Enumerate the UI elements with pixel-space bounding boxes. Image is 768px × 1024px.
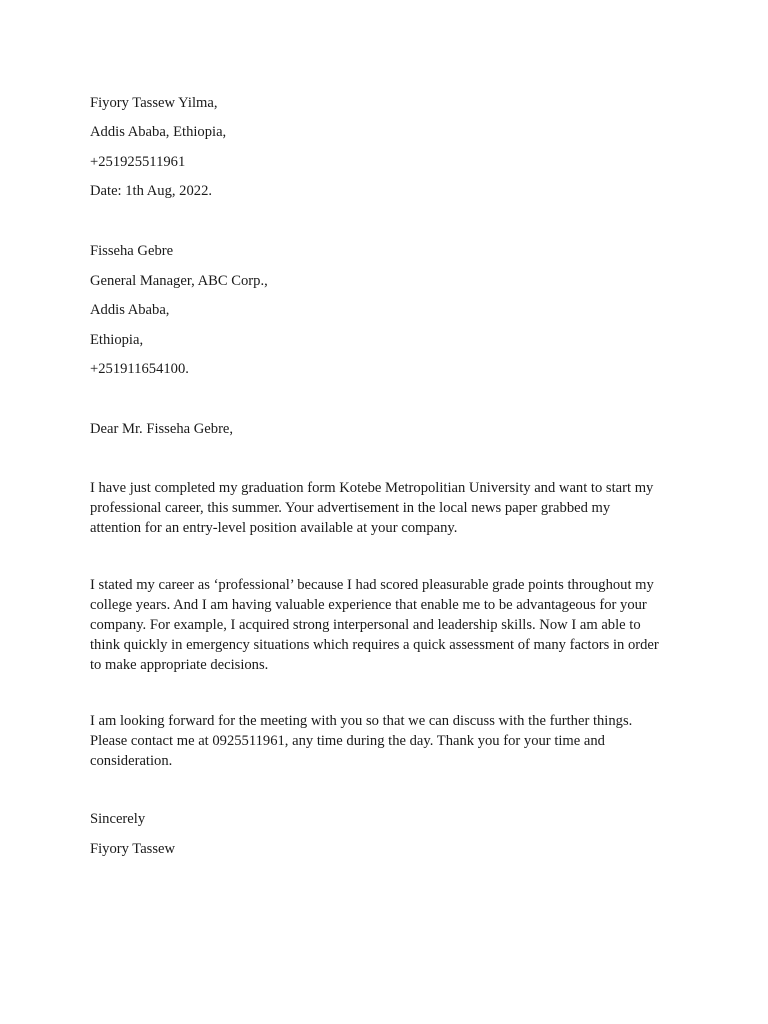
body-paragraph-3: [90, 711, 690, 771]
salutation: Dear Mr. Fisseha Gebre,: [90, 421, 234, 437]
signature-name: Fiyory Tassew: [90, 841, 176, 857]
recipient-city: Addis Ababa,: [90, 302, 170, 318]
paragraph-line: professional career, this summer. Your advertisement in the local news paper grabbed my: [90, 500, 611, 516]
recipient-title: General Manager, ABC Corp.,: [90, 273, 268, 289]
paragraph-line: consideration.: [90, 753, 173, 769]
paragraph-line: company. For example, I acquired strong interpersonal and leadership skills. Now I am able to: [90, 617, 641, 633]
body-paragraph-2: [90, 575, 690, 675]
paragraph-line: Please contact me at 0925511961, any time during the day. Thank you for your time and: [90, 733, 605, 749]
paragraph-line: to make appropriate decisions.: [90, 657, 269, 673]
recipient-country: Ethiopia,: [90, 332, 144, 348]
paragraph-line: I have just completed my graduation form Kotebe Metropolitian University and want to start my: [90, 480, 654, 496]
body-paragraph-1: [90, 478, 690, 538]
sender-city: Addis Ababa, Ethiopia,: [90, 124, 227, 140]
closing: Sincerely: [90, 811, 146, 827]
paragraph-line: I am looking forward for the meeting with you so that we can discuss with the further things.: [90, 713, 633, 729]
sender-phone: +251925511961: [90, 154, 186, 170]
paragraph-line: attention for an entry-level position available at your company.: [90, 520, 458, 536]
recipient-name: Fisseha Gebre: [90, 243, 174, 259]
recipient-phone: +251911654100.: [90, 361, 189, 377]
paragraph-line: I stated my career as ‘professional’ because I had scored pleasurable grade points throughout my: [90, 577, 654, 593]
paragraph-line: college years. And I am having valuable experience that enable me to be advantageous for your: [90, 597, 647, 613]
sender-name: Fiyory Tassew Yilma,: [90, 95, 218, 111]
letter-date: Date: 1th Aug, 2022.: [90, 183, 213, 199]
paragraph-line: think quickly in emergency situations which requires a quick assessment of many factors in order: [90, 637, 659, 653]
